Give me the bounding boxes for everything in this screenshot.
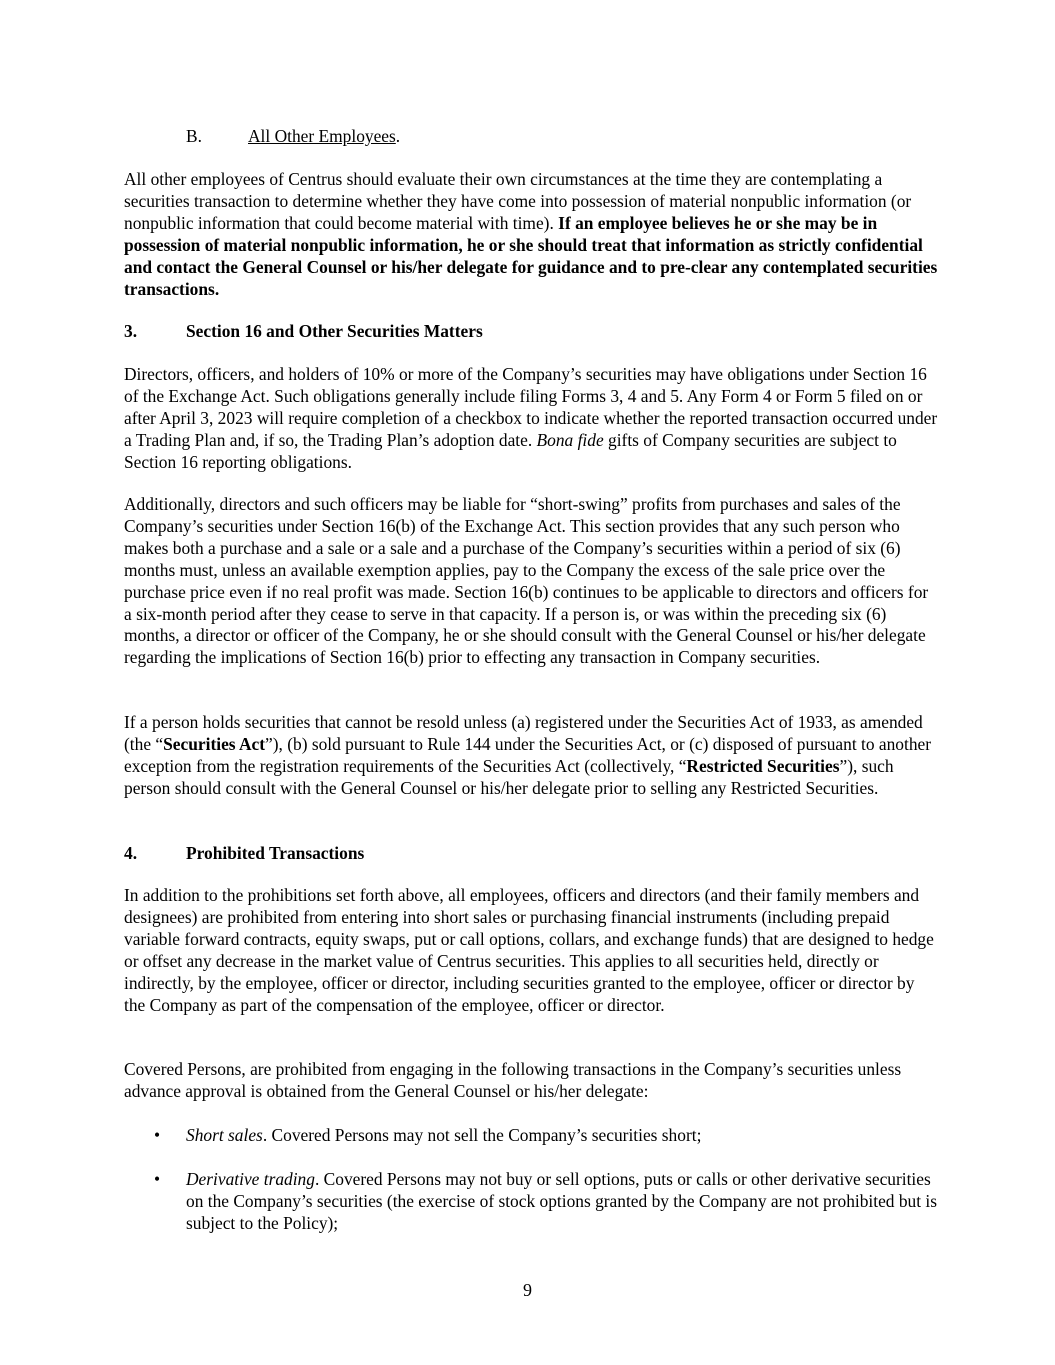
list-item — [124, 1125, 939, 1147]
bullet-term: Derivative trading — [186, 1168, 315, 1189]
bullet-marker: • — [154, 1125, 161, 1145]
paragraph-short-swing-profits: Additionally, directors and such officers may be liable for “short-swing” profits from purchases and sales of the Company’s securities under Section 16(b) of the Exchange Act. This section provides that any such person who makes both a purchase and a sale or a sale and a purchase of the Company’s securities within a period of six (6) months must, unless an available exemption applies, pay to the Company the excess of the sale price over the purchase price even if no real profit was made. Section 16(b) continues to be applicable to directors and officers for a six-month period after they cease to serve in that capacity. If a person is, or was within the preceding six (6) months, a director or officer of the Company, he or she should consult with the General Counsel or his/her delegate regarding the implications of Section 16(b) prior to effecting any transaction in Company securities. — [124, 494, 929, 668]
paragraph-text: Directors, officers, and holders of 10% or more of the Company’s securities may have obligations under Section 16 of the Exchange Act. Such obligations generally include filing Forms 3, 4 and 5. Any Form 4 or Form 5 filed on or after April 3, 2023 will require completion of a checkbox to indicate whether the reported transaction occurred under a Trading Plan and, if so, the Trading Plan’s adoption date. — [124, 364, 938, 450]
paragraph-section-16-obligations — [124, 364, 939, 474]
subsection-title-suffix: . — [395, 126, 401, 146]
paragraph-all-other-employees — [124, 169, 939, 300]
paragraph-text: ”), such person should consult with the General Counsel or his/her delegate prior to selling any Restricted Securities. — [124, 755, 894, 798]
paragraph-text: All other employees of Centrus should evaluate their own circumstances at the time they are contemplating a securities transaction to determine whether they have come into possession of material nonpublic information (or nonpublic information that could become material with time). — [124, 169, 912, 233]
bullet-marker: • — [154, 1168, 161, 1189]
paragraph-covered-persons: Covered Persons, are prohibited from engaging in the following transactions in the Company’s securities unless advance approval is obtained from the General Counsel or his/her delegate: — [124, 1059, 902, 1101]
subsection-title: All Other Employees — [248, 126, 396, 146]
defined-term: Securities Act — [163, 733, 266, 754]
paragraph-text-end: gifts of Company securities are subject to Section 16 reporting obligations. — [124, 429, 897, 472]
bullet-term: Short sales — [186, 1125, 263, 1145]
section-number: 3. — [124, 321, 138, 341]
paragraph-restricted-securities — [124, 712, 939, 800]
italic-term: Bona fide — [536, 429, 604, 450]
paragraph-bold-text: If an employee believes he or she may be in possession of material nonpublic information, he or she should treat that information as strictly confidential and contact the General Counsel or his/her delegate for guidance and to pre-clear any contemplated securities transactions. — [124, 212, 938, 299]
section-number: 4. — [124, 843, 138, 863]
paragraph-text: If a person holds securities that cannot be resold unless (a) registered under the Securities Act of 1933, as amended (the “ — [124, 712, 923, 754]
page-number: 9 — [523, 1280, 532, 1300]
section-title: Prohibited Transactions — [186, 843, 365, 863]
section-4-heading — [124, 843, 364, 865]
section-title: Section 16 and Other Securities Matters — [186, 321, 483, 341]
subsection-b-heading — [186, 126, 400, 148]
paragraph-hedging-prohibition: In addition to the prohibitions set forth above, all employees, officers and directors (and their family members and designees) are prohibited from entering into short sales or purchasing financial instruments (including prepaid variable forward contracts, equity swaps, put or call options, collars, and exchange funds) that are designed to hedge or offset any decrease in the market value of Centrus securities. This applies to all securities held, directly or indirectly, by the employee, officer or director, including securities granted to the employee, officer or director by the Company as part of the compensation of the employee, officer or director. — [124, 885, 934, 1015]
subsection-letter: B. — [186, 126, 202, 146]
paragraph-text: ”), (b) sold pursuant to Rule 144 under the Securities Act, or (c) disposed of pursuant to another exception from the registration requirements of the Securities Act (collectively, “ — [124, 733, 932, 776]
prohibited-transactions-list — [124, 1125, 939, 1257]
bullet-text: . Covered Persons may not buy or sell options, puts or calls or other derivative securities on the Company’s securities (the exercise of stock options granted by the Company are not prohibited but is subject to the Policy); — [186, 1168, 938, 1233]
defined-term: Restricted Securities — [686, 755, 840, 776]
section-3-heading — [124, 321, 483, 343]
list-item — [124, 1169, 939, 1235]
bullet-text: . Covered Persons may not sell the Company’s securities short; — [262, 1125, 702, 1145]
